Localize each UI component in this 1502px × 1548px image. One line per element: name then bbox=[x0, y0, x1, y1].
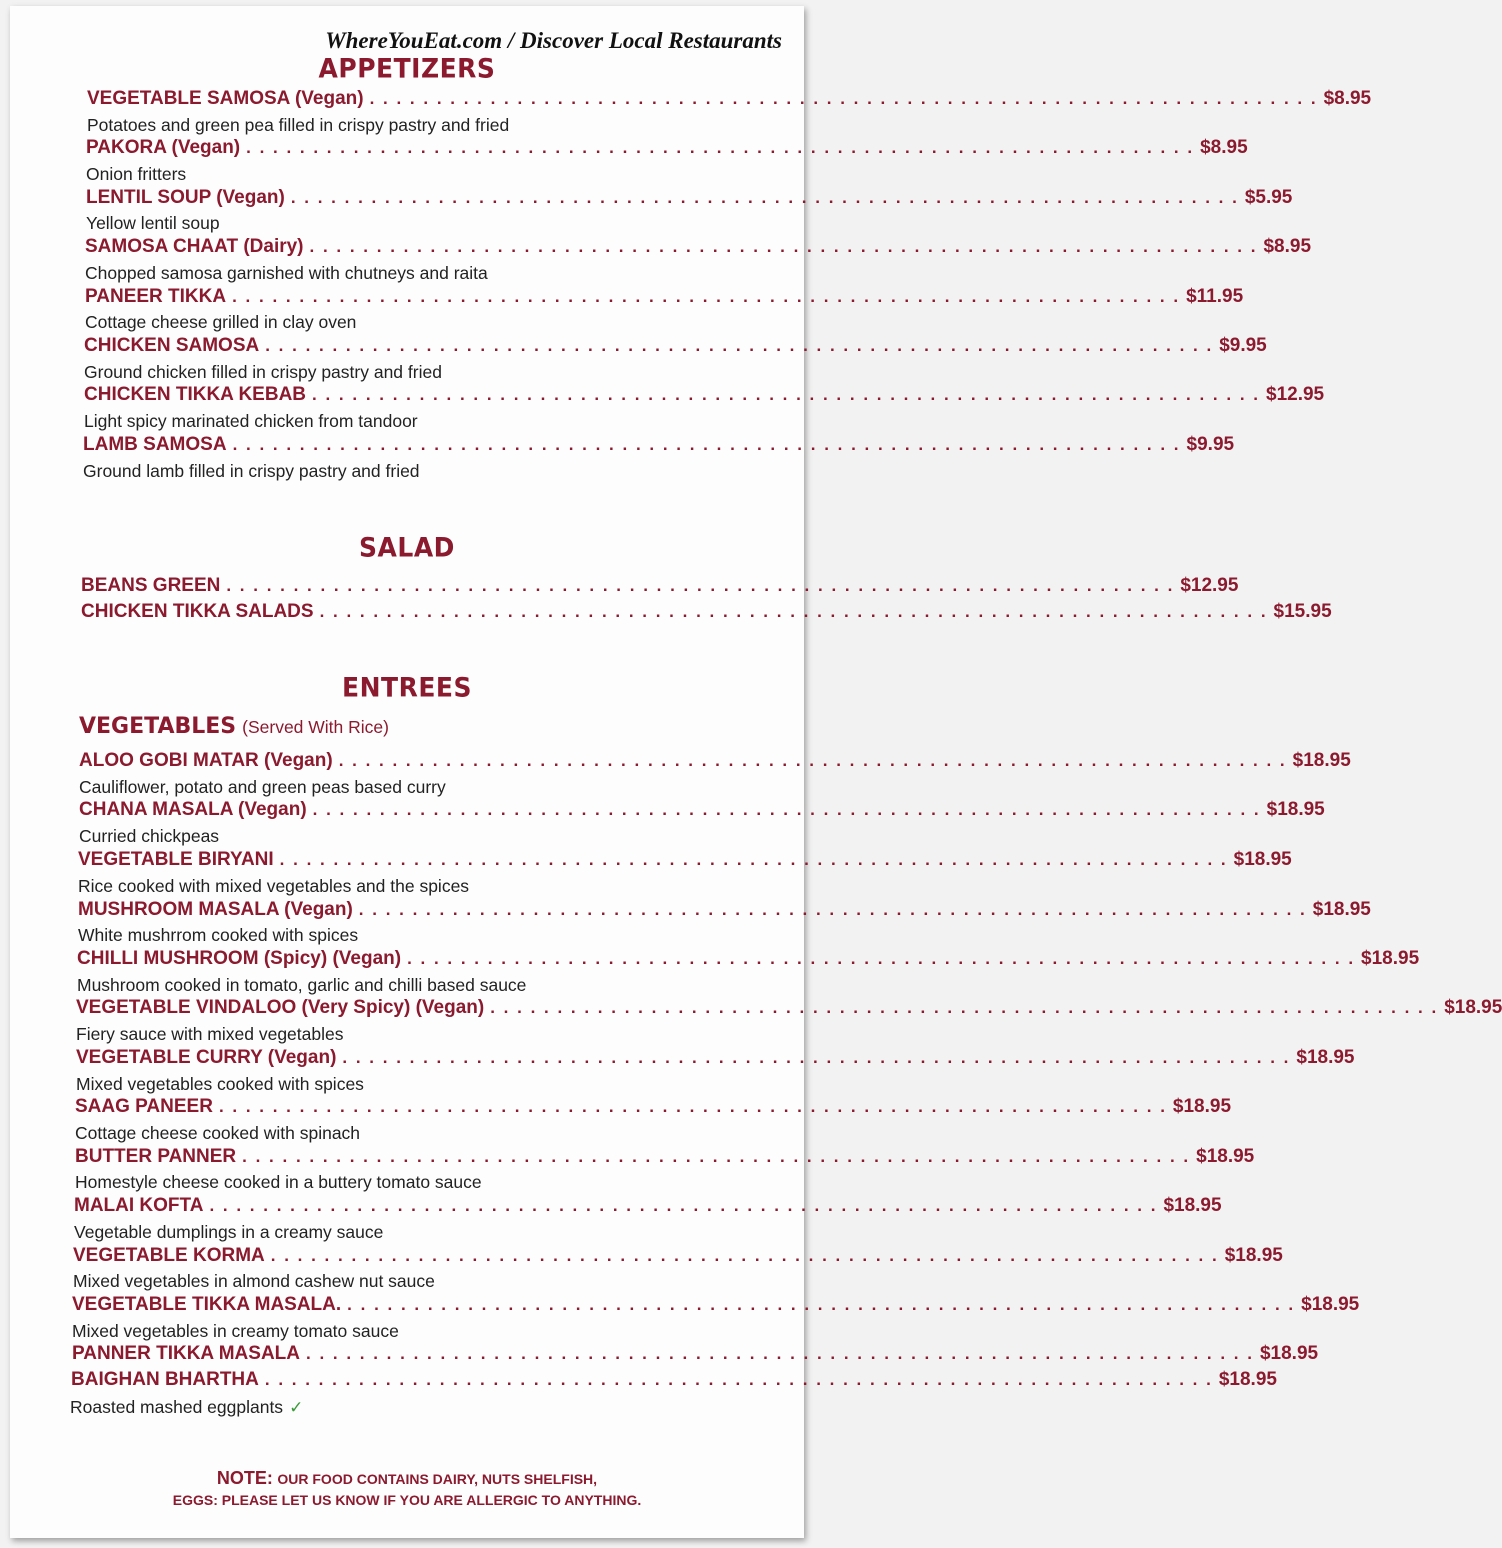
item-description: Mixed vegetables in creamy tomato sauce bbox=[72, 1321, 399, 1341]
item-price: $18.95 bbox=[1259, 1343, 1319, 1364]
leader-dots: . . . . . . . . . . . . . . . . . . . . . . . . . . . . . . . . . . . . . . . . . . . . . . . . . . . . . . . . . . . . . . . . . . . . . . . bbox=[265, 336, 1214, 355]
menu-item bbox=[76, 997, 1502, 1019]
menu-item bbox=[81, 575, 1239, 597]
item-price: $18.95 bbox=[1312, 899, 1371, 920]
item-description: Potatoes and green pea filled in crispy pastry and fried bbox=[87, 115, 510, 135]
item-description: Ground lamb filled in crispy pastry and fried bbox=[83, 461, 420, 481]
item-price: $15.95 bbox=[1273, 601, 1332, 622]
menu-item bbox=[73, 1245, 1283, 1267]
leader-dots: . . . . . . . . . . . . . . . . . . . . . . . . . . . . . . . . . . . . . . . . . . . . . . . . . . . . . . . . . . . . . . . . . . . . . . . bbox=[242, 1147, 1191, 1166]
item-name: BAIGHAN BHARTHA bbox=[71, 1369, 259, 1390]
item-name: VEGETABLE VINDALOO (Very Spicy) (Vegan) bbox=[76, 997, 485, 1018]
menu-item bbox=[86, 187, 1293, 209]
leader-dots: . . . . . . . . . . . . . . . . . . . . . . . . . . . . . . . . . . . . . . . . . . . . . . . . . . . . . . . . . . . . . . . . . . . . . . . bbox=[342, 1048, 1291, 1067]
menu-item bbox=[84, 335, 1267, 357]
item-name: SAMOSA CHAAT (Dairy) bbox=[85, 236, 304, 257]
item-name: PANNER TIKKA MASALA bbox=[72, 1343, 300, 1364]
heading-salad: SALAD bbox=[359, 532, 455, 563]
menu-page bbox=[10, 6, 1502, 1538]
item-price: $18.95 bbox=[1224, 1245, 1283, 1266]
item-price: $8.95 bbox=[1263, 236, 1312, 257]
item-description: Curried chickpeas bbox=[79, 826, 220, 846]
item-price: $18.95 bbox=[1266, 799, 1325, 820]
item-price: $18.95 bbox=[1172, 1096, 1232, 1117]
item-price: $18.95 bbox=[1233, 849, 1292, 870]
item-description: Vegetable dumplings in a creamy sauce bbox=[74, 1222, 384, 1242]
item-description: Chopped samosa garnished with chutneys and raita bbox=[85, 263, 488, 283]
item-name: VEGETABLE KORMA bbox=[73, 1245, 265, 1266]
item-name: CHILLI MUSHROOM (Spicy) (Vegan) bbox=[77, 948, 402, 969]
item-price: $12.95 bbox=[1266, 384, 1325, 405]
leader-dots: . . . . . . . . . . . . . . . . . . . . . . . . . . . . . . . . . . . . . . . . . . . . . . . . . . . . . . . . . . . . . . . . . . . . . . . bbox=[264, 1370, 1213, 1389]
vegetables-subheading bbox=[79, 714, 389, 739]
item-name: PANEER TIKKA bbox=[85, 286, 227, 307]
checkmark-icon: ✓ bbox=[289, 1398, 304, 1417]
leader-dots: . . . . . . . . . . . . . . . . . . . . . . . . . . . . . . . . . . . . . . . . . . . . . . . . . . . . . . . . . . . . . . . . . . . . . . . bbox=[306, 1344, 1254, 1363]
item-description: Onion fritters bbox=[86, 164, 187, 184]
item-price: $18.95 bbox=[1296, 1047, 1355, 1068]
item-price: $18.95 bbox=[1218, 1369, 1277, 1390]
item-price: $12.95 bbox=[1180, 575, 1239, 596]
item-name: CHICKEN TIKKA SALADS bbox=[81, 601, 314, 622]
note-label: NOTE: bbox=[216, 1468, 273, 1488]
item-name: LENTIL SOUP (Vegan) bbox=[86, 187, 285, 208]
menu-item bbox=[84, 384, 1325, 406]
item-description: Fiery sauce with mixed vegetables bbox=[76, 1024, 344, 1044]
leader-dots: . . . . . . . . . . . . . . . . . . . . . . . . . . . . . . . . . . . . . . . . . . . . . . . . . . . . . . . . . . . . . . . . . . . . . . . bbox=[270, 1246, 1219, 1265]
leader-dots: . . . . . . . . . . . . . . . . . . . . . . . . . . . . . . . . . . . . . . . . . . . . . . . . . . . . . . . . . . . . . . . . . . . . . . . bbox=[312, 800, 1261, 819]
item-description: Cottage cheese cooked with spinach bbox=[75, 1123, 361, 1143]
leader-dots: . . . . . . . . . . . . . . . . . . . . . . . . . . . . . . . . . . . . . . . . . . . . . . . . . . . . . . . . . . . . . . . . . . . . . . . bbox=[246, 138, 1195, 157]
menu-item bbox=[71, 1369, 1277, 1391]
menu-item bbox=[75, 1146, 1255, 1168]
item-description: Cauliflower, potato and green peas based curry bbox=[79, 777, 446, 797]
menu-item bbox=[85, 286, 1244, 308]
item-description: Homestyle cheese cooked in a buttery tomato sauce bbox=[75, 1172, 482, 1192]
item-description: Yellow lentil soup bbox=[86, 213, 220, 233]
item-description: Rice cooked with mixed vegetables and the spices bbox=[78, 876, 470, 896]
item-name: PAKORA (Vegan) bbox=[86, 137, 241, 158]
item-name: VEGETABLE SAMOSA (Vegan) bbox=[87, 88, 364, 109]
item-name: VEGETABLE CURRY (Vegan) bbox=[76, 1047, 337, 1068]
item-description: Cottage cheese grilled in clay oven bbox=[85, 312, 357, 332]
item-name: CHICKEN SAMOSA bbox=[84, 335, 260, 356]
item-price: $18.95 bbox=[1163, 1195, 1222, 1216]
item-description-text: Roasted mashed eggplants bbox=[70, 1397, 284, 1417]
leader-dots: . . . . . . . . . . . . . . . . . . . . . . . . . . . . . . . . . . . . . . . . . . . . . . . . . . . . . . . . . . . . . . . . . . . . . . . bbox=[407, 949, 1356, 968]
item-price: $18.95 bbox=[1301, 1294, 1360, 1315]
leader-dots: . . . . . . . . . . . . . . . . . . . . . . . . . . . . . . . . . . . . . . . . . . . . . . . . . . . . . . . . . . . . . . . . . . . . . . . bbox=[209, 1196, 1158, 1215]
leader-dots: . . . . . . . . . . . . . . . . . . . . . . . . . . . . . . . . . . . . . . . . . . . . . . . . . . . . . . . . . . . . . . . . . . . . . . . bbox=[232, 287, 1181, 306]
leader-dots: . . . . . . . . . . . . . . . . . . . . . . . . . . . . . . . . . . . . . . . . . . . . . . . . . . . . . . . . . . . . . . . . . . . . . . . bbox=[338, 751, 1287, 770]
item-name: LAMB SAMOSA bbox=[83, 434, 227, 455]
item-price: $18.95 bbox=[1444, 997, 1502, 1018]
item-price: $5.95 bbox=[1244, 187, 1293, 208]
leader-dots: . . . . . . . . . . . . . . . . . . . . . . . . . . . . . . . . . . . . . . . . . . . . . . . . . . . . . . . . . . . . . . . . . . . . . . . bbox=[226, 576, 1175, 595]
item-description: Light spicy marinated chicken from tandoor bbox=[84, 411, 418, 431]
item-name: VEGETABLE BIRYANI bbox=[78, 849, 274, 870]
item-name: MALAI KOFTA bbox=[74, 1195, 204, 1216]
heading-entrees: ENTREES bbox=[342, 672, 472, 703]
item-name: SAAG PANEER bbox=[75, 1096, 213, 1117]
leader-dots: . . . . . . . . . . . . . . . . . . . . . . . . . . . . . . . . . . . . . . . . . . . . . . . . . . . . . . . . . . . . . . . . . . . . . . . bbox=[369, 89, 1318, 108]
item-price: $18.95 bbox=[1196, 1146, 1255, 1167]
item-price: $9.95 bbox=[1186, 434, 1235, 455]
item-price: $11.95 bbox=[1186, 286, 1244, 307]
item-name: CHANA MASALA (Vegan) bbox=[79, 799, 307, 820]
site-watermark: WhereYouEat.com / Discover Local Restaurants bbox=[325, 28, 782, 53]
item-price: $9.95 bbox=[1219, 335, 1267, 356]
item-name: BUTTER PANNER bbox=[75, 1146, 237, 1167]
leader-dots: . . . . . . . . . . . . . . . . . . . . . . . . . . . . . . . . . . . . . . . . . . . . . . . . . . . . . . . . . . . . . . . . . . . . . . . bbox=[218, 1097, 1167, 1116]
menu-item bbox=[75, 1096, 1232, 1118]
menu-item bbox=[77, 948, 1420, 970]
menu-item bbox=[72, 1294, 1360, 1316]
item-name: CHICKEN TIKKA KEBAB bbox=[84, 384, 307, 405]
menu-item bbox=[78, 899, 1371, 921]
leader-dots: . . . . . . . . . . . . . . . . . . . . . . . . . . . . . . . . . . . . . . . . . . . . . . . . . . . . . . . . . . . . . . . . . . . . . . . bbox=[290, 188, 1239, 207]
menu-item bbox=[76, 1047, 1355, 1069]
note-line-1: OUR FOOD CONTAINS DAIRY, NUTS SHELFISH, bbox=[277, 1471, 598, 1487]
allergy-note bbox=[10, 1468, 804, 1508]
leader-dots: . . . . . . . . . . . . . . . . . . . . . . . . . . . . . . . . . . . . . . . . . . . . . . . . . . . . . . . . . . . . . . . . . . . . . . . bbox=[232, 435, 1181, 454]
note-line-2: EGGS: PLEASE LET US KNOW IF YOU ARE ALLERGIC TO ANYTHING. bbox=[172, 1492, 642, 1508]
menu-item bbox=[74, 1195, 1222, 1217]
menu-item bbox=[81, 601, 1332, 623]
menu-item bbox=[79, 750, 1351, 772]
leader-dots: . . . . . . . . . . . . . . . . . . . . . . . . . . . . . . . . . . . . . . . . . . . . . . . . . . . . . . . . . . . . . . . . . . . . . . . bbox=[279, 850, 1228, 869]
item-price: $18.95 bbox=[1361, 948, 1420, 969]
item-description: Ground chicken filled in crispy pastry and fried bbox=[84, 362, 442, 382]
menu-item bbox=[86, 137, 1248, 159]
leader-dots: . . . . . . . . . . . . . . . . . . . . . . . . . . . . . . . . . . . . . . . . . . . . . . . . . . . . . . . . . . . . . . . . . . . . . . . bbox=[490, 998, 1439, 1017]
heading-appetizers: APPETIZERS bbox=[318, 53, 496, 84]
menu-item bbox=[83, 434, 1235, 456]
item-description: Mixed vegetables in almond cashew nut sauce bbox=[73, 1271, 435, 1291]
item-price: $8.95 bbox=[1323, 88, 1372, 109]
leader-dots: . . . . . . . . . . . . . . . . . . . . . . . . . . . . . . . . . . . . . . . . . . . . . . . . . . . . . . . . . . . . . . . . . . . . . . . bbox=[309, 237, 1258, 256]
item-price: $8.95 bbox=[1200, 137, 1248, 158]
item-description: Mushroom cooked in tomato, garlic and chilli based sauce bbox=[77, 975, 527, 995]
item-description: White mushrrom cooked with spices bbox=[78, 925, 359, 945]
leader-dots: . . . . . . . . . . . . . . . . . . . . . . . . . . . . . . . . . . . . . . . . . . . . . . . . . . . . . . . . . . . . . . . . . . . . . . . bbox=[312, 385, 1260, 404]
vegetables-title: VEGETABLES bbox=[79, 714, 237, 739]
item-name: ALOO GOBI MATAR (Vegan) bbox=[79, 750, 333, 771]
vegetables-served-note: (Served With Rice) bbox=[242, 717, 389, 737]
menu-item bbox=[87, 88, 1372, 110]
leader-dots: . . . . . . . . . . . . . . . . . . . . . . . . . . . . . . . . . . . . . . . . . . . . . . . . . . . . . . . . . . . . . . . . . . . . . . . bbox=[319, 602, 1268, 621]
leader-dots: . . . . . . . . . . . . . . . . . . . . . . . . . . . . . . . . . . . . . . . . . . . . . . . . . . . . . . . . . . . . . . . . . . . . . . . bbox=[347, 1295, 1296, 1314]
leader-dots: . . . . . . . . . . . . . . . . . . . . . . . . . . . . . . . . . . . . . . . . . . . . . . . . . . . . . . . . . . . . . . . . . . . . . . . bbox=[358, 900, 1307, 919]
menu-item bbox=[79, 799, 1325, 821]
item-description bbox=[70, 1397, 303, 1418]
item-price: $18.95 bbox=[1292, 750, 1351, 771]
menu-item bbox=[78, 849, 1292, 871]
item-name: VEGETABLE TIKKA MASALA. bbox=[72, 1294, 342, 1315]
menu-item bbox=[72, 1343, 1319, 1365]
item-description: Mixed vegetables cooked with spices bbox=[76, 1074, 364, 1094]
item-name: MUSHROOM MASALA (Vegan) bbox=[78, 899, 353, 920]
item-name: BEANS GREEN bbox=[81, 575, 221, 596]
menu-item bbox=[85, 236, 1312, 258]
